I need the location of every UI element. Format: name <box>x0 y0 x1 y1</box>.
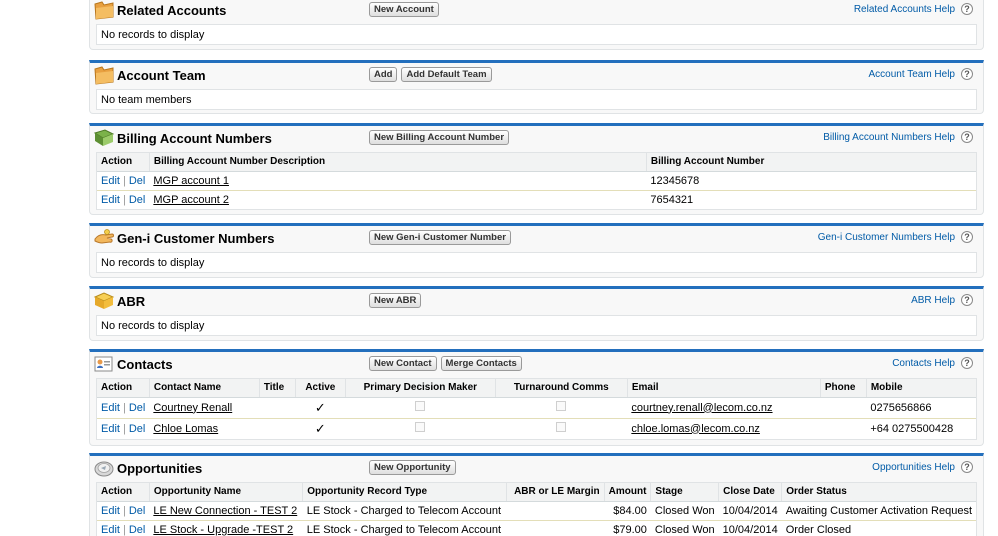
contact-title <box>259 397 295 418</box>
abr-section <box>89 286 984 341</box>
new-billing-account-number-button[interactable]: New Billing Account Number <box>369 130 509 145</box>
help-icon[interactable]: ? <box>961 231 973 243</box>
opportunity-stage: Closed Won <box>654 523 715 536</box>
empty-message: No records to display <box>101 257 205 269</box>
opportunity-record-type: LE Stock - Charged to Telecom Account <box>306 523 502 536</box>
opportunity-stage: Closed Won <box>651 501 719 520</box>
column-header: Billing Account Number Description <box>149 153 646 171</box>
del-link[interactable]: Del <box>128 193 146 206</box>
column-header: Mobile <box>866 379 976 397</box>
related-accounts-help-link[interactable]: Related Accounts Help <box>853 3 955 15</box>
opportunities-section <box>89 453 984 536</box>
column-header: Action <box>97 153 149 171</box>
column-header: Email <box>627 379 820 397</box>
add-button[interactable]: Add <box>369 67 397 82</box>
column-header: Title <box>259 379 295 397</box>
billing-description-link[interactable]: MGP account 2 <box>153 193 229 206</box>
account-team-section <box>89 60 984 114</box>
contact-phone <box>820 397 866 418</box>
email-link[interactable]: courtney.renall@lecom.co.nz <box>631 401 773 414</box>
new-contact-button[interactable]: New Contact <box>369 356 437 371</box>
edit-link[interactable]: Edit <box>101 422 120 435</box>
column-header: Amount <box>604 483 651 501</box>
column-header: Primary Decision Maker <box>345 379 495 397</box>
column-header: Phone <box>820 379 866 397</box>
billing-account-numbers-section <box>89 123 984 215</box>
empty-message: No records to display <box>101 29 205 41</box>
opportunity-close-date: 10/04/2014 <box>722 523 778 536</box>
table-row: Edit | Del LE Stock - Upgrade -TEST 2 LE Stock - Charged to Telecom Account $79.00 Closed Won 10/04/2014 Order Closed <box>97 520 976 536</box>
opportunity-name-link[interactable]: LE Stock - Upgrade -TEST 2 <box>153 523 294 536</box>
column-header: Contact Name <box>149 379 259 397</box>
del-link[interactable]: Del <box>128 174 146 187</box>
help-icon[interactable]: ? <box>961 68 973 80</box>
new-account-button[interactable]: New Account <box>369 2 439 17</box>
del-link[interactable]: Del <box>128 401 146 414</box>
column-header: Action <box>97 379 149 397</box>
column-header: Opportunity Name <box>149 483 302 501</box>
empty-message: No records to display <box>101 320 205 332</box>
column-header: Opportunity Record Type <box>303 483 507 501</box>
hand-icon <box>93 228 115 248</box>
email-link[interactable]: chloe.lomas@lecom.co.nz <box>631 422 760 435</box>
section-title: Opportunities <box>117 461 203 476</box>
geni-customer-numbers-section <box>89 223 984 278</box>
new-geni-customer-number-button[interactable]: New Gen-i Customer Number <box>369 230 511 245</box>
column-header: ABR or LE Margin <box>506 483 604 501</box>
section-title: ABR <box>117 294 146 309</box>
coins-icon <box>93 458 115 478</box>
section-title: Related Accounts <box>117 3 227 18</box>
opportunity-record-type: LE Stock - Charged to Telecom Account <box>303 501 507 520</box>
add-default-team-button[interactable]: Add Default Team <box>401 67 491 82</box>
new-opportunity-button[interactable]: New Opportunity <box>369 460 456 475</box>
opportunities-help-link[interactable]: Opportunities Help <box>872 461 955 473</box>
section-title: Account Team <box>117 68 206 83</box>
billing-number: 12345678 <box>646 171 976 190</box>
opportunities-table <box>97 483 976 536</box>
edit-link[interactable]: Edit <box>101 401 120 414</box>
geni-customer-numbers-help-link[interactable]: Gen-i Customer Numbers Help <box>817 231 955 243</box>
column-header: Active <box>295 379 345 397</box>
folder-icon <box>93 65 115 85</box>
checkbox-icon <box>556 422 566 432</box>
contacts-help-link[interactable]: Contacts Help <box>892 357 955 369</box>
contact-phone <box>820 418 866 439</box>
column-header: Stage <box>651 483 719 501</box>
edit-link[interactable]: Edit <box>101 174 120 187</box>
contact-mobile: +64 0275500428 <box>870 422 954 435</box>
section-title: Gen-i Customer Numbers <box>117 231 275 246</box>
opportunity-close-date: 10/04/2014 <box>719 501 782 520</box>
section-title: Contacts <box>117 357 173 372</box>
del-link[interactable]: Del <box>128 422 146 435</box>
contact-title <box>259 418 295 439</box>
column-header: Action <box>97 483 149 501</box>
contacts-table <box>97 379 976 439</box>
checkbox-icon <box>415 422 425 432</box>
column-header: Close Date <box>719 483 782 501</box>
section-title: Billing Account Numbers <box>117 131 272 146</box>
billing-table <box>97 153 976 209</box>
opportunity-margin <box>506 520 604 536</box>
opportunity-name-link[interactable]: LE New Connection - TEST 2 <box>153 504 298 517</box>
column-header: Billing Account Number <box>646 153 976 171</box>
billing-account-numbers-help-link[interactable]: Billing Account Numbers Help <box>823 131 955 143</box>
opportunity-amount: $79.00 <box>613 523 647 536</box>
box-icon <box>93 291 115 311</box>
contact-name-link[interactable]: Chloe Lomas <box>153 422 219 435</box>
column-header: Turnaround Comms <box>495 379 627 397</box>
table-row: Edit | Del MGP account 1 12345678 <box>97 171 976 190</box>
related-accounts-section <box>89 0 984 50</box>
opportunity-order-status: Order Closed <box>785 523 852 536</box>
help-icon[interactable]: ? <box>961 461 973 473</box>
help-icon[interactable]: ? <box>961 294 973 306</box>
book-icon <box>93 128 115 148</box>
new-abr-button[interactable]: New ABR <box>369 293 421 308</box>
del-link[interactable]: Del <box>128 504 146 517</box>
empty-message: No team members <box>101 94 192 106</box>
contact-card-icon <box>93 354 115 374</box>
edit-link[interactable]: Edit <box>101 193 120 206</box>
table-row: Edit | Del Courtney Renall ✓ courtney.renall@lecom.co.nz 0275656866 <box>97 397 976 418</box>
opportunity-order-status: Awaiting Customer Activation Request <box>782 501 976 520</box>
edit-link[interactable]: Edit <box>101 523 120 536</box>
contacts-section <box>89 349 984 446</box>
edit-link[interactable]: Edit <box>101 504 120 517</box>
column-header: Order Status <box>782 483 976 501</box>
contact-name-link[interactable]: Courtney Renall <box>153 401 233 414</box>
billing-number: 7654321 <box>650 193 694 206</box>
checkbox-icon <box>415 401 425 411</box>
billing-description-link[interactable]: MGP account 1 <box>153 174 229 187</box>
abr-help-link[interactable]: ABR Help <box>911 294 955 306</box>
merge-contacts-button[interactable]: Merge Contacts <box>441 356 522 371</box>
table-row: Edit | Del LE New Connection - TEST 2 LE Stock - Charged to Telecom Account $84.00 Closed Won 10/04/2014 Awaiting Customer Activation Request <box>97 501 976 520</box>
del-link[interactable]: Del <box>128 523 146 536</box>
folder-icon <box>93 0 115 20</box>
table-row: Edit | Del MGP account 2 7654321 <box>97 190 976 209</box>
help-icon[interactable]: ? <box>961 3 973 15</box>
account-team-help-link[interactable]: Account Team Help <box>868 68 955 80</box>
help-icon[interactable]: ? <box>961 357 973 369</box>
table-row: Edit | Del Chloe Lomas ✓ chloe.lomas@lecom.co.nz +64 0275500428 <box>97 418 976 439</box>
checkbox-icon <box>556 401 566 411</box>
checkmark-icon: ✓ <box>314 399 326 415</box>
opportunity-amount: $84.00 <box>604 501 651 520</box>
checkmark-icon: ✓ <box>314 420 326 436</box>
contact-mobile: 0275656866 <box>866 397 976 418</box>
opportunity-margin <box>506 501 604 520</box>
help-icon[interactable]: ? <box>961 131 973 143</box>
